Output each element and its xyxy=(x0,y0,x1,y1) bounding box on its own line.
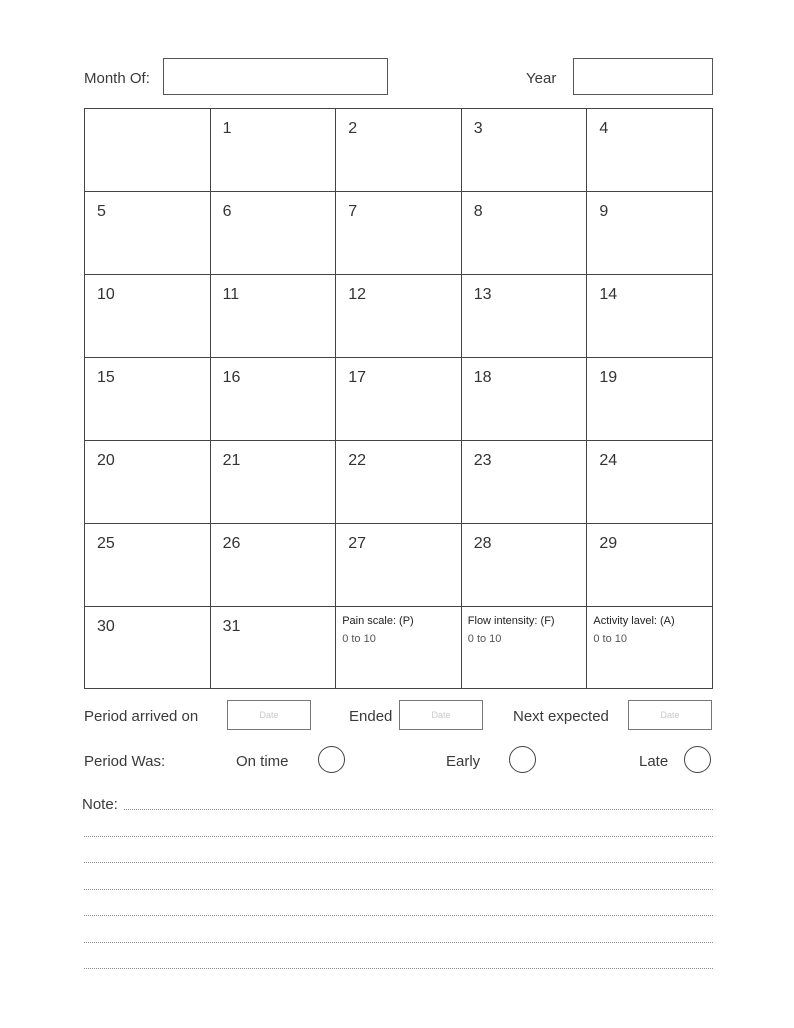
calendar-cell[interactable] xyxy=(85,275,211,358)
day-number: 29 xyxy=(599,535,618,552)
calendar-cell[interactable] xyxy=(85,192,211,275)
note-line[interactable] xyxy=(84,942,713,943)
calendar-cell[interactable] xyxy=(85,441,211,524)
on-time-label: On time xyxy=(236,753,289,770)
activity-level-range: 0 to 10 xyxy=(593,633,628,645)
calendar-cell[interactable] xyxy=(210,109,336,192)
calendar-cell[interactable] xyxy=(587,358,713,441)
day-number: 6 xyxy=(222,203,232,220)
period-was-label: Period Was: xyxy=(84,753,166,770)
calendar-cell[interactable] xyxy=(461,109,587,192)
day-number: 18 xyxy=(473,369,492,386)
note-line[interactable] xyxy=(84,809,713,810)
day-number: 7 xyxy=(348,203,358,220)
month-label: Month Of: xyxy=(84,70,150,87)
expected-date-input[interactable]: Date xyxy=(628,700,712,730)
day-number: 2 xyxy=(348,120,358,137)
note-label: Note: xyxy=(82,796,124,813)
note-line[interactable] xyxy=(84,889,713,890)
early-label: Early xyxy=(446,753,481,770)
calendar-cell[interactable] xyxy=(210,441,336,524)
next-expected-label: Next expected xyxy=(513,708,609,725)
ended-label: Ended xyxy=(349,708,393,725)
pain-scale-range: 0 to 10 xyxy=(342,633,376,645)
calendar-cell[interactable] xyxy=(336,441,462,524)
day-number: 13 xyxy=(473,286,492,303)
day-number: 16 xyxy=(222,369,241,386)
calendar-cell[interactable] xyxy=(461,192,587,275)
calendar-cell[interactable] xyxy=(461,358,587,441)
calendar-cell[interactable] xyxy=(587,524,713,607)
calendar-cell[interactable] xyxy=(210,192,336,275)
calendar-cell[interactable] xyxy=(336,358,462,441)
calendar-cell[interactable] xyxy=(210,607,336,689)
calendar-cell[interactable] xyxy=(587,275,713,358)
calendar-cell[interactable] xyxy=(461,275,587,358)
day-number: 17 xyxy=(348,369,366,386)
day-number: 15 xyxy=(97,369,115,386)
on-time-radio[interactable] xyxy=(318,746,345,773)
day-number: 8 xyxy=(473,203,483,220)
calendar-cell[interactable] xyxy=(587,441,713,524)
day-number: 20 xyxy=(97,452,115,469)
day-number: 23 xyxy=(473,452,492,469)
calendar-cell[interactable] xyxy=(85,358,211,441)
day-number: 10 xyxy=(97,286,115,303)
day-number: 14 xyxy=(599,286,618,303)
day-number: 9 xyxy=(599,203,609,220)
day-number: 21 xyxy=(222,452,241,469)
note-line[interactable] xyxy=(84,915,713,916)
calendar-cell[interactable] xyxy=(336,109,462,192)
year-input[interactable] xyxy=(573,58,713,95)
late-label: Late xyxy=(639,753,669,770)
calendar-cell[interactable] xyxy=(210,524,336,607)
day-number: 27 xyxy=(348,535,366,552)
calendar-grid xyxy=(84,108,713,689)
note-line[interactable] xyxy=(84,968,713,969)
calendar-cell[interactable] xyxy=(336,192,462,275)
calendar-cell-empty[interactable] xyxy=(85,109,211,192)
calendar-cell[interactable] xyxy=(461,441,587,524)
arrived-date-input[interactable]: Date xyxy=(227,700,311,730)
calendar-cell[interactable] xyxy=(336,275,462,358)
calendar-cell[interactable] xyxy=(587,109,713,192)
late-radio[interactable] xyxy=(684,746,711,773)
day-number: 30 xyxy=(97,618,115,635)
day-number: 26 xyxy=(222,535,241,552)
day-number: 22 xyxy=(348,452,366,469)
calendar-cell[interactable] xyxy=(85,524,211,607)
day-number: 4 xyxy=(599,120,609,137)
early-radio[interactable] xyxy=(509,746,536,773)
calendar-cell[interactable] xyxy=(85,607,211,689)
period-arrived-label: Period arrived on xyxy=(84,708,199,725)
day-number: 12 xyxy=(348,286,366,303)
calendar-cell[interactable] xyxy=(210,275,336,358)
flow-intensity-label: Flow intensity: (F) xyxy=(467,615,555,627)
day-number: 5 xyxy=(97,203,106,220)
calendar-cell[interactable] xyxy=(336,524,462,607)
ended-date-input[interactable]: Date xyxy=(399,700,483,730)
day-number: 24 xyxy=(599,452,618,469)
day-number: 1 xyxy=(222,120,232,137)
flow-intensity-range: 0 to 10 xyxy=(467,633,502,645)
note-line[interactable] xyxy=(84,836,713,837)
note-line[interactable] xyxy=(84,862,713,863)
year-label: Year xyxy=(526,70,557,87)
day-number: 19 xyxy=(599,369,618,386)
calendar-cell[interactable] xyxy=(210,358,336,441)
day-number: 25 xyxy=(97,535,115,552)
legend-cell-activity xyxy=(587,607,713,689)
pain-scale-label: Pain scale: (P) xyxy=(342,615,414,627)
day-number: 3 xyxy=(473,120,483,137)
calendar-cell[interactable] xyxy=(587,192,713,275)
month-input[interactable] xyxy=(163,58,388,95)
legend-cell-flow xyxy=(461,607,587,689)
calendar-cell[interactable] xyxy=(461,524,587,607)
legend-cell-pain xyxy=(336,607,462,689)
day-number: 28 xyxy=(473,535,492,552)
activity-level-label: Activity lavel: (A) xyxy=(593,615,675,627)
day-number: 31 xyxy=(222,618,241,635)
day-number: 11 xyxy=(222,286,240,303)
